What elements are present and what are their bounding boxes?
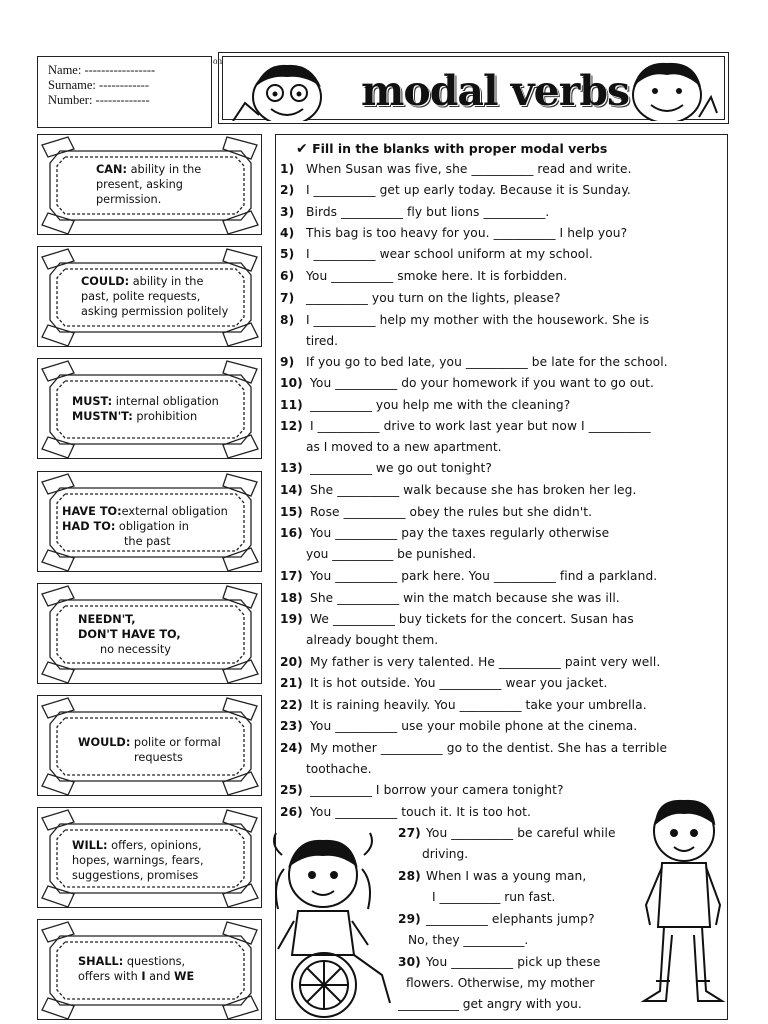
question-text[interactable]: You __________ smoke here. It is forbidden.	[306, 269, 568, 283]
question-text[interactable]: I __________ wear school uniform at my school.	[306, 247, 593, 261]
question-5	[280, 247, 593, 261]
card-shall	[37, 919, 262, 1020]
question-8-continued[interactable]: tired.	[306, 334, 339, 348]
question-text[interactable]: You __________ touch it. It is too hot.	[310, 805, 532, 819]
question-30	[398, 955, 600, 969]
card-could	[37, 246, 262, 347]
question-number: 14)	[280, 483, 303, 497]
question-21	[280, 676, 607, 690]
question-number: 1)	[280, 162, 295, 176]
question-number: 4)	[280, 226, 295, 240]
question-24-continued[interactable]: toothache.	[306, 762, 372, 776]
teacher-cartoon-icon	[225, 57, 345, 121]
question-number: 28)	[398, 869, 421, 883]
question-text[interactable]: I __________ get up early today. Because it is Sunday.	[306, 183, 631, 197]
question-text[interactable]: I __________ drive to work last year but now I __________	[310, 419, 651, 433]
question-number: 24)	[280, 741, 303, 755]
question-text[interactable]: My father is very talented. He __________ paint very well.	[310, 655, 661, 669]
question-29	[398, 912, 595, 926]
question-text[interactable]: If you go to bed late, you __________ be late for the school.	[306, 355, 668, 369]
question-number: 13)	[280, 461, 303, 475]
question-text[interactable]: We __________ buy tickets for the concert. Susan has	[310, 612, 634, 626]
question-22	[280, 698, 647, 712]
question-number: 25)	[280, 783, 303, 797]
question-text[interactable]: My mother __________ go to the dentist. She has a terrible	[310, 741, 668, 755]
question-4	[280, 226, 627, 240]
question-text[interactable]: __________ elephants jump?	[426, 912, 595, 926]
question-text[interactable]: __________ you help me with the cleaning?	[310, 398, 571, 412]
question-16	[280, 526, 609, 540]
question-number: 11)	[280, 398, 303, 412]
question-12-continued[interactable]: as I moved to a new apartment.	[306, 440, 502, 454]
question-text[interactable]: You __________ be careful while	[426, 826, 616, 840]
question-text[interactable]: You __________ use your mobile phone at the cinema.	[310, 719, 638, 733]
student-info-box	[37, 56, 212, 128]
card-could-text: COULD: ability in the past, polite requests, asking permission politely	[81, 275, 229, 318]
question-number: 8)	[280, 313, 295, 327]
question-9	[280, 355, 668, 369]
question-text[interactable]: She __________ walk because she has broken her leg.	[310, 483, 637, 497]
question-number: 9)	[280, 355, 295, 369]
question-number: 5)	[280, 247, 295, 261]
question-number: 16)	[280, 526, 303, 540]
stray-text: on	[213, 56, 222, 66]
card-will-text: WILL: offers, opinions, hopes, warnings, fears, suggestions, promises	[72, 839, 204, 882]
question-15	[280, 505, 592, 519]
question-text[interactable]: __________ I borrow your camera tonight?	[310, 783, 564, 797]
question-text[interactable]: It is raining heavily. You __________ take your umbrella.	[310, 698, 647, 712]
name-line: Name: -----------------	[48, 63, 156, 77]
question-1	[280, 162, 632, 176]
card-must-text: MUST: internal obligation MUSTN'T: prohibition	[72, 395, 219, 423]
question-19-continued[interactable]: already bought them.	[306, 633, 439, 647]
question-24	[280, 741, 667, 755]
question-17	[280, 569, 657, 583]
question-number: 26)	[280, 805, 303, 819]
question-13	[280, 461, 492, 475]
question-2	[280, 183, 631, 197]
exercise-box	[275, 134, 728, 1020]
question-number: 15)	[280, 505, 303, 519]
question-28	[398, 869, 586, 883]
card-must	[37, 358, 262, 459]
question-30-continued[interactable]: flowers. Otherwise, my mother	[406, 976, 595, 990]
question-number: 18)	[280, 591, 303, 605]
question-text[interactable]: When I was a young man,	[426, 869, 587, 883]
card-have-to	[37, 471, 262, 572]
boy-cartoon-icon	[636, 795, 728, 1017]
question-number: 19)	[280, 612, 303, 626]
question-number: 27)	[398, 826, 421, 840]
card-will	[37, 807, 262, 908]
question-text[interactable]: You __________ park here. You __________ find a parkland.	[310, 569, 658, 583]
card-can-text: CAN: ability in the present, asking permission.	[96, 163, 202, 206]
question-27	[398, 826, 616, 840]
card-neednt-text: NEEDN'T, DON'T HAVE TO, no necessity	[78, 613, 181, 656]
question-30-continued-2[interactable]: __________ get angry with you.	[398, 997, 582, 1011]
title-banner	[218, 52, 729, 124]
question-11	[280, 398, 570, 412]
question-14	[280, 483, 636, 497]
checkmark-icon: ✔	[296, 141, 308, 157]
question-number: 10)	[280, 376, 303, 390]
question-29-continued[interactable]: No, they __________.	[408, 933, 529, 947]
question-number: 12)	[280, 419, 303, 433]
question-text[interactable]: You __________ do your homework if you want to go out.	[310, 376, 654, 390]
question-text[interactable]: You __________ pay the taxes regularly otherwise	[310, 526, 610, 540]
question-number: 21)	[280, 676, 303, 690]
question-text[interactable]: It is hot outside. You __________ wear you jacket.	[310, 676, 608, 690]
question-text[interactable]: Birds __________ fly but lions __________.	[306, 205, 550, 219]
surname-line: Surname: ------------	[48, 78, 149, 92]
question-23	[280, 719, 637, 733]
question-8	[280, 313, 649, 327]
question-16-continued[interactable]: you __________ be punished.	[306, 547, 476, 561]
question-text[interactable]: I __________ help my mother with the housework. She is	[306, 313, 650, 327]
number-line: Number: -------------	[48, 93, 150, 107]
card-would	[37, 695, 262, 796]
question-20	[280, 655, 660, 669]
question-25	[280, 783, 564, 797]
card-would-text: WOULD: polite or formal requests	[78, 736, 221, 764]
question-text[interactable]: Rose __________ obey the rules but she didn't.	[310, 505, 593, 519]
question-12	[280, 419, 651, 433]
question-19	[280, 612, 634, 626]
question-18	[280, 591, 620, 605]
question-7	[280, 291, 561, 305]
question-26	[280, 805, 531, 819]
girl-wheelchair-cartoon-icon	[264, 825, 394, 1019]
question-number: 3)	[280, 205, 295, 219]
question-6	[280, 269, 567, 283]
question-number: 23)	[280, 719, 303, 733]
question-text[interactable]: __________ we go out tonight?	[310, 461, 493, 475]
question-3	[280, 205, 549, 219]
question-28-continued[interactable]: I __________ run fast.	[432, 890, 556, 904]
question-number: 7)	[280, 291, 295, 305]
card-can	[37, 134, 262, 235]
question-number: 2)	[280, 183, 295, 197]
question-number: 17)	[280, 569, 303, 583]
question-number: 6)	[280, 269, 295, 283]
card-shall-text: SHALL: questions, offers with I and WE	[78, 955, 195, 983]
question-number: 22)	[280, 698, 303, 712]
question-text[interactable]: When Susan was five, she __________ read and write.	[306, 162, 632, 176]
question-text[interactable]: This bag is too heavy for you. __________ I help you?	[306, 226, 628, 240]
question-number: 29)	[398, 912, 421, 926]
page-title: modal verbs	[361, 67, 630, 115]
instruction: ✔ Fill in the blanks with proper modal verbs	[296, 141, 608, 157]
question-number: 30)	[398, 955, 421, 969]
card-have-to-text: HAVE TO:external obligation HAD TO: obligation in the past	[62, 505, 228, 548]
question-10	[280, 376, 654, 390]
question-text[interactable]: She __________ win the match because she was ill.	[310, 591, 620, 605]
question-27-continued[interactable]: driving.	[422, 847, 469, 861]
card-neednt	[37, 583, 262, 684]
question-number: 20)	[280, 655, 303, 669]
question-text[interactable]: You __________ pick up these	[426, 955, 601, 969]
student-cartoon-icon	[607, 57, 722, 121]
question-text[interactable]: __________ you turn on the lights, please?	[306, 291, 561, 305]
